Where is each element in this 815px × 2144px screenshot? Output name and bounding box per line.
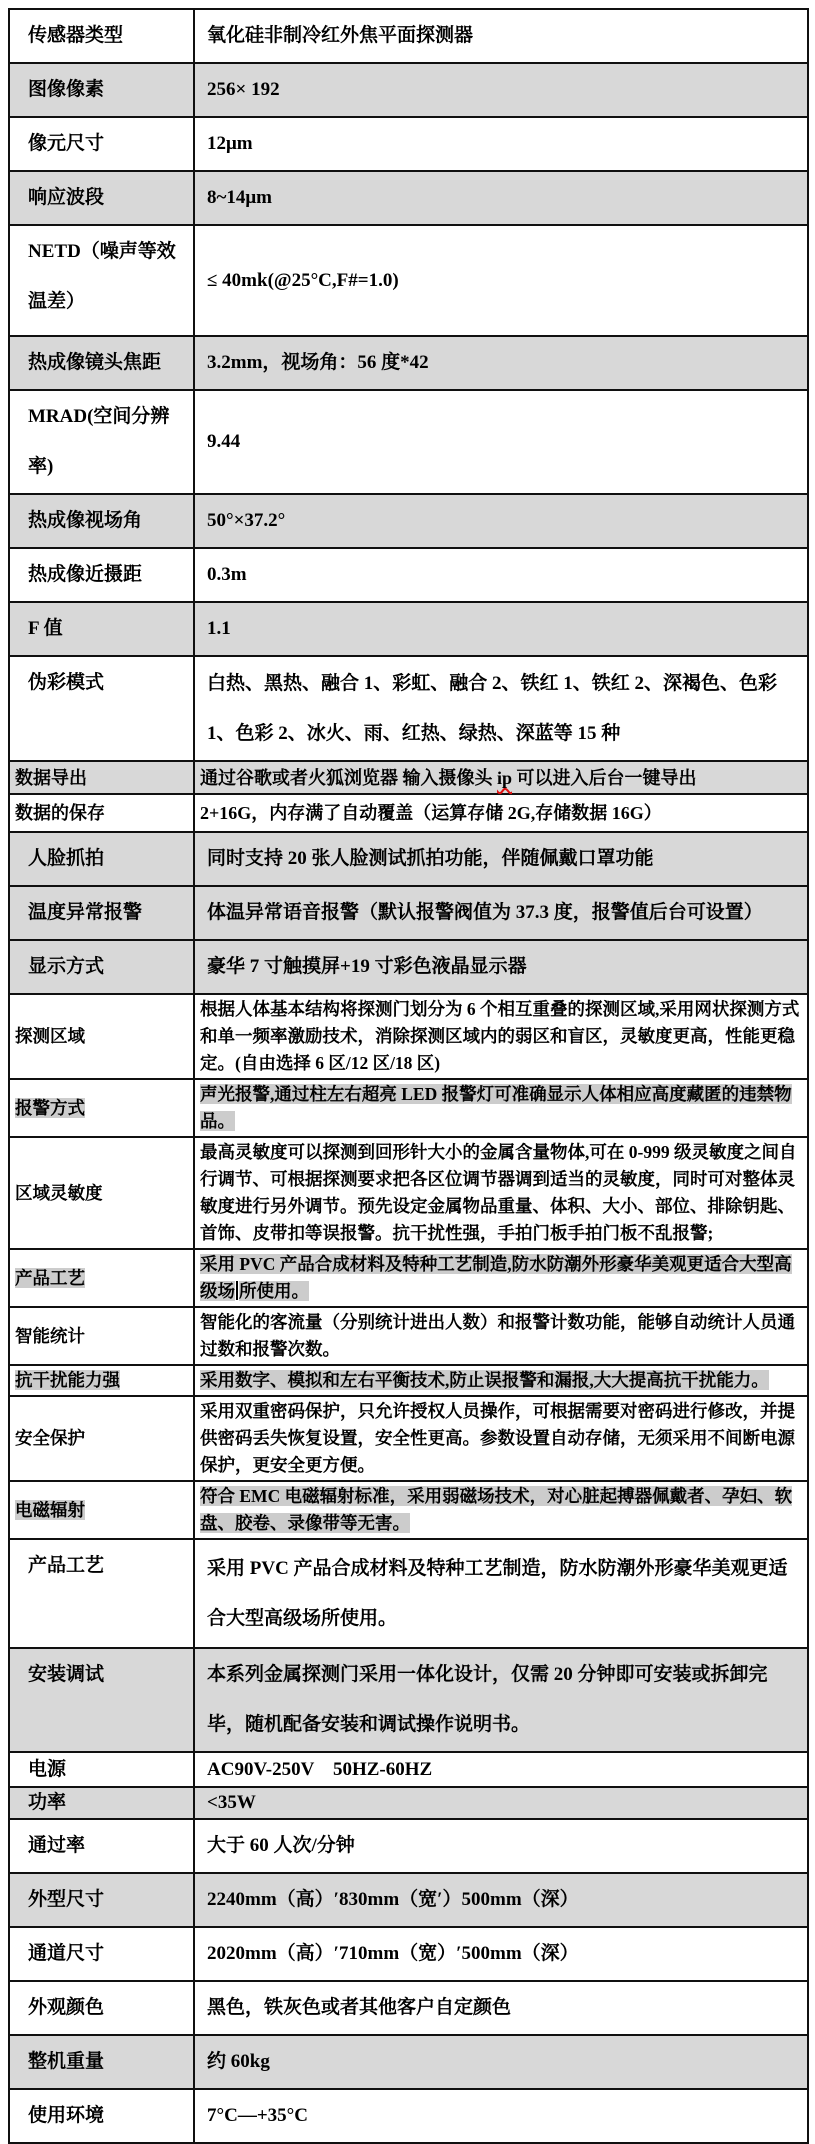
row-value	[207, 1889, 579, 1910]
row-value-cell	[194, 171, 808, 225]
row-label-cell	[9, 1981, 194, 2035]
row-value	[200, 999, 799, 1073]
row-value-cell	[194, 336, 808, 390]
row-value-cell	[194, 1873, 808, 1927]
row-value	[207, 431, 240, 452]
row-label-cell	[9, 225, 194, 336]
row-label: 功率	[28, 1792, 67, 1813]
table-row	[9, 225, 808, 336]
row-label-cell	[9, 1819, 194, 1873]
row-value	[207, 1558, 788, 1629]
table-row	[9, 117, 808, 171]
row-value	[207, 1835, 355, 1856]
value-segment: 8~14μm	[207, 187, 272, 208]
table-row	[9, 886, 808, 940]
value-segment: 采用 PVC 产品合成材料及特种工艺制造,防水防潮外形豪华美观更适合大型高级场	[200, 1254, 792, 1301]
row-value-cell	[194, 1481, 808, 1539]
value-segment: AC90V-250V 50HZ-60HZ	[207, 1758, 433, 1780]
value-segment: 约 60kg	[207, 2051, 270, 2072]
value-segment: 2240mm（高）′830mm（宽′）500mm（深）	[207, 1889, 579, 1910]
row-label: 图像像素	[28, 79, 105, 100]
table-row	[9, 548, 808, 602]
row-label-cell	[9, 1079, 194, 1137]
value-segment: 智能化的客流量（分别统计进出人数）和报警计数功能，能够自动统计人员通过数和报警次数。	[200, 1312, 795, 1359]
row-label-cell	[9, 548, 194, 602]
table-row	[9, 1648, 808, 1752]
row-label: F 值	[28, 618, 63, 639]
row-label-cell	[9, 1396, 194, 1481]
value-segment: 0.3m	[207, 564, 247, 585]
row-label-cell	[9, 761, 194, 794]
table-row	[9, 1873, 808, 1927]
row-value-cell	[194, 602, 808, 656]
row-label: 电源	[28, 1758, 67, 1780]
value-segment: 采用数字、模拟和左右平衡技术,防止误报警和漏报,大大提高抗干扰能力。	[200, 1370, 769, 1390]
row-value-cell	[194, 1079, 808, 1137]
row-label-cell	[9, 1365, 194, 1396]
row-value-cell	[194, 117, 808, 171]
row-label: 电磁辐射	[15, 1499, 85, 1520]
row-label: 响应波段	[28, 187, 105, 208]
row-label: 外观颜色	[28, 1997, 105, 2018]
table-row	[9, 336, 808, 390]
row-label: 产品工艺	[28, 1555, 105, 1576]
row-value-cell	[194, 656, 808, 761]
row-value	[207, 270, 399, 291]
row-value	[207, 1664, 768, 1735]
row-label: 智能统计	[15, 1325, 85, 1346]
row-label: 热成像镜头焦距	[28, 352, 162, 373]
row-value-cell	[194, 1396, 808, 1481]
row-label-cell	[9, 2089, 194, 2143]
row-label-cell	[9, 117, 194, 171]
table-row	[9, 1365, 808, 1396]
row-label: 热成像视场角	[28, 510, 143, 531]
value-segment: 所使用。	[239, 1281, 309, 1301]
row-label-cell	[9, 494, 194, 548]
table-row	[9, 832, 808, 886]
value-segment: 采用 PVC 产品合成材料及特种工艺制造，防水防潮外形豪华美观更适合大型高级场所使用。	[207, 1557, 788, 1629]
row-label: 安装调试	[28, 1664, 105, 1685]
table-row	[9, 1307, 808, 1365]
row-value-cell	[194, 994, 808, 1079]
row-value	[200, 1254, 792, 1301]
row-label-cell	[9, 656, 194, 761]
value-segment: 采用双重密码保护，只允许授权人员操作，可根据需要对密码进行修改，并提供密码丢失恢复设置，安全性更高。参数设置自动存储，无须采用不间断电源保护，更安全更方便。	[200, 1401, 795, 1475]
value-segment: 12μm	[207, 133, 253, 154]
row-value	[200, 1401, 795, 1475]
row-label-cell	[9, 940, 194, 994]
value-segment: 9.44	[207, 431, 241, 452]
table-row	[9, 1137, 808, 1249]
row-label-cell	[9, 1787, 194, 1819]
row-value	[207, 1792, 256, 1813]
row-label: 温度异常报警	[28, 902, 143, 923]
table-row	[9, 2035, 808, 2089]
row-value-cell	[194, 225, 808, 336]
table-row	[9, 602, 808, 656]
row-value	[207, 2105, 308, 2126]
row-value-cell	[194, 548, 808, 602]
value-segment: 3.2mm，视场角：56 度*42	[207, 352, 429, 373]
row-value-cell	[194, 9, 808, 63]
row-value-cell	[194, 940, 808, 994]
row-label: 抗干扰能力强	[15, 1370, 120, 1390]
row-label: MRAD(空间分辨率)	[28, 406, 170, 477]
value-segment: 豪华 7 寸触摸屏+19 寸彩色液晶显示器	[207, 956, 527, 977]
table-row	[9, 1819, 808, 1873]
table-row	[9, 1981, 808, 2035]
table-row	[9, 1079, 808, 1137]
row-value	[207, 848, 654, 869]
row-value	[200, 803, 662, 823]
row-label: 热成像近摄距	[28, 564, 143, 585]
row-value	[207, 79, 280, 100]
row-label: 数据导出	[15, 767, 87, 788]
table-row	[9, 794, 808, 832]
value-segment: 大于 60 人次/分钟	[207, 1835, 355, 1856]
row-value	[207, 1997, 511, 2018]
row-label-cell	[9, 832, 194, 886]
value-segment: 声光报警,通过柱左右超亮 LED 报警灯可准确显示人体相应高度藏匿的违禁物品。	[200, 1084, 792, 1131]
row-label-cell	[9, 1307, 194, 1365]
table-row	[9, 940, 808, 994]
row-label-cell	[9, 2035, 194, 2089]
table-row	[9, 9, 808, 63]
table-row	[9, 494, 808, 548]
row-value-cell	[194, 794, 808, 832]
row-label-cell	[9, 602, 194, 656]
row-value	[207, 187, 272, 208]
value-segment: 通过谷歌或者火狐浏览器 输入摄像头	[200, 767, 497, 788]
table-row	[9, 1787, 808, 1819]
value-segment: 256× 192	[207, 79, 280, 100]
row-label: 传感器类型	[28, 25, 124, 46]
row-label: 人脸抓拍	[28, 848, 105, 869]
table-row	[9, 656, 808, 761]
row-label: 外型尺寸	[28, 1889, 105, 1910]
row-label-cell	[9, 1648, 194, 1752]
row-label: 整机重量	[28, 2051, 105, 2072]
row-value-cell	[194, 761, 808, 794]
row-value	[207, 673, 782, 744]
row-value-cell	[194, 832, 808, 886]
row-label-cell	[9, 794, 194, 832]
row-label-cell	[9, 63, 194, 117]
value-segment: 黑色，铁灰色或者其他客户自定颜色	[207, 1997, 512, 2018]
row-value	[207, 1759, 432, 1780]
row-value-cell	[194, 1927, 808, 1981]
table-row	[9, 994, 808, 1079]
row-label: 报警方式	[15, 1097, 85, 1118]
row-value-cell	[194, 1819, 808, 1873]
table-row	[9, 1249, 808, 1307]
table-row	[9, 1481, 808, 1539]
row-value	[200, 1142, 796, 1243]
row-label-cell	[9, 994, 194, 1079]
table-row	[9, 1539, 808, 1648]
value-segment: 1.1	[207, 618, 231, 639]
row-value	[207, 510, 285, 531]
row-label-cell	[9, 1249, 194, 1307]
value-segment: 氧化硅非制冷红外焦平面探测器	[207, 25, 474, 46]
table-row	[9, 1927, 808, 1981]
row-label-cell	[9, 1752, 194, 1787]
row-value-cell	[194, 886, 808, 940]
row-value	[207, 1943, 579, 1964]
row-value-cell	[194, 1981, 808, 2035]
row-value	[207, 25, 473, 46]
row-label: 探测区域	[15, 1026, 85, 1046]
row-value	[207, 133, 253, 154]
row-value-cell	[194, 1365, 808, 1396]
row-label: 使用环境	[28, 2105, 105, 2126]
row-value-cell	[194, 1752, 808, 1787]
row-value-cell	[194, 1648, 808, 1752]
row-value-cell	[194, 1307, 808, 1365]
row-label: 通道尺寸	[28, 1943, 105, 1964]
text-cursor	[236, 1281, 238, 1300]
value-segment: 2+16G，内存满了自动覆盖（运算存储 2G,存储数据 16G）	[200, 803, 662, 823]
row-value	[207, 564, 247, 585]
row-label: 像元尺寸	[28, 133, 105, 154]
row-label: 区域灵敏度	[15, 1182, 103, 1203]
value-segment: 2020mm（高）′710mm（宽）′500mm（深）	[207, 1943, 579, 1964]
row-label-cell	[9, 390, 194, 494]
row-value-cell	[194, 1137, 808, 1249]
row-value	[200, 1312, 795, 1359]
row-value	[200, 1486, 792, 1533]
row-label-cell	[9, 1873, 194, 1927]
value-segment: 7°C—+35°C	[207, 2105, 308, 2126]
table-row	[9, 171, 808, 225]
row-label: 显示方式	[28, 956, 105, 977]
row-value	[207, 352, 429, 373]
spec-table	[8, 8, 809, 2144]
row-label-cell	[9, 1927, 194, 1981]
row-value	[200, 1370, 769, 1390]
row-value	[207, 902, 763, 923]
row-label-cell	[9, 1481, 194, 1539]
row-label-cell	[9, 886, 194, 940]
row-value-cell	[194, 63, 808, 117]
table-row	[9, 390, 808, 494]
table-row	[9, 761, 808, 794]
row-label-cell	[9, 9, 194, 63]
row-label-cell	[9, 336, 194, 390]
row-value-cell	[194, 494, 808, 548]
value-segment: 50°×37.2°	[207, 510, 286, 531]
row-value-cell	[194, 2035, 808, 2089]
spec-table-body	[9, 9, 808, 2143]
row-label: 通过率	[28, 1835, 86, 1856]
row-label: 伪彩模式	[28, 672, 105, 693]
table-row	[9, 2089, 808, 2143]
value-segment: 符合 EMC 电磁辐射标准，采用弱磁场技术，对心脏起搏器佩戴者、孕妇、软盘、胶卷、录像带等无害。	[200, 1486, 793, 1533]
row-value-cell	[194, 1539, 808, 1648]
row-value	[207, 2051, 270, 2072]
row-label-cell	[9, 1539, 194, 1648]
row-value	[207, 956, 527, 977]
row-value-cell	[194, 1249, 808, 1307]
row-label-cell	[9, 1137, 194, 1249]
row-value-cell	[194, 390, 808, 494]
value-segment: 体温异常语音报警（默认报警阀值为 37.3 度，报警值后台可设置）	[207, 902, 763, 923]
table-row	[9, 1396, 808, 1481]
value-segment: ≤ 40mk(@25°C,F#=1.0)	[207, 269, 399, 291]
table-row	[9, 1752, 808, 1787]
row-value-cell	[194, 2089, 808, 2143]
value-segment: 根据人体基本结构将探测门划分为 6 个相互重叠的探测区域,采用网状探测方式和单一频率激励技术，消除探测区域内的弱区和盲区，灵敏度更高，性能更稳定。(自由选择 6 区/12 区/18 区)	[200, 999, 800, 1073]
row-label: 安全保护	[15, 1428, 85, 1448]
row-label: 产品工艺	[15, 1267, 85, 1288]
row-label: NETD（噪声等效温差）	[28, 241, 176, 312]
row-label-cell	[9, 171, 194, 225]
table-row	[9, 63, 808, 117]
value-segment: 本系列金属探测门采用一体化设计，仅需 20 分钟即可安装或拆卸完毕，随机配备安装和调试操作说明书。	[207, 1664, 768, 1735]
value-segment: ip	[497, 767, 513, 788]
value-segment: 白热、黑热、融合 1、彩虹、融合 2、铁红 1、铁红 2、深褐色、色彩 1、色彩 2、冰火、雨、红热、绿热、深蓝等 15 种	[207, 672, 782, 744]
row-label: 数据的保存	[15, 803, 105, 823]
value-segment: 最高灵敏度可以探测到回形针大小的金属含量物体,可在 0-999 级灵敏度之间自行调节、可根据探测要求把各区位调节器调到适当的灵敏度，同时可对整体灵敏度进行另外调节。预先设定金属物品重量、体积、大小、部位、排除钥匙、首饰、皮带扣等误报警。抗干扰性强，手拍门板手拍门板不乱报警;	[200, 1142, 797, 1243]
value-segment: <35W	[207, 1792, 256, 1813]
value-segment: 同时支持 20 张人脸测试抓拍功能，伴随佩戴口罩功能	[207, 848, 654, 869]
row-value	[200, 1084, 792, 1131]
value-segment: 可以进入后台一键导出	[512, 767, 697, 788]
row-value	[207, 618, 231, 639]
row-value	[200, 768, 697, 788]
row-value-cell	[194, 1787, 808, 1819]
